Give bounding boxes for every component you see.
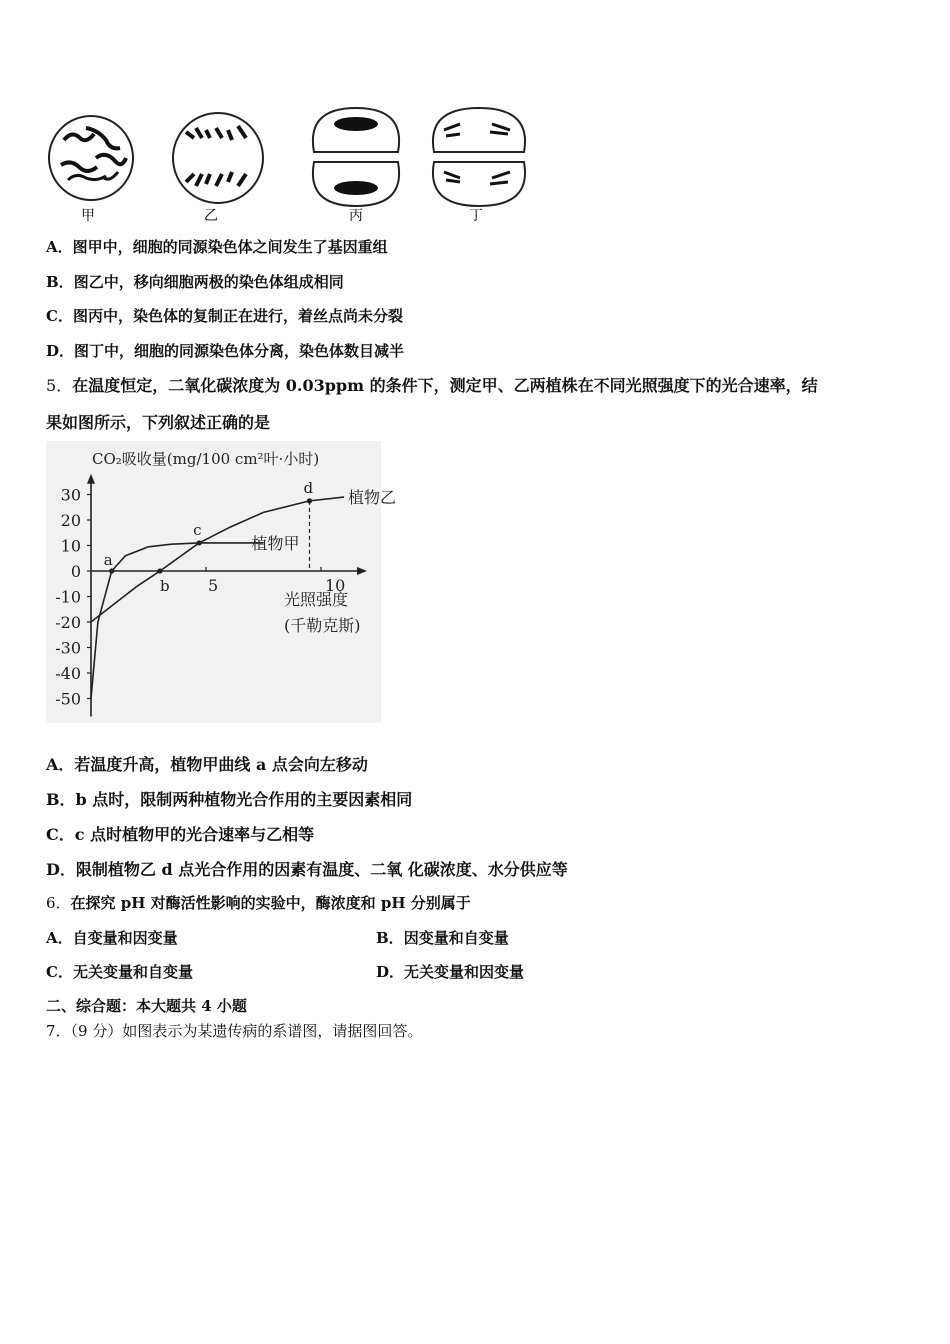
- cell-jia-diagram: [49, 116, 133, 200]
- cell-bing-diagram: [313, 108, 399, 206]
- x-tick-label: 10: [325, 576, 346, 595]
- chart-ylabel: CO₂吸收量(mg/100 cm²叶·小时): [92, 450, 320, 468]
- q5-option-b: [46, 787, 412, 810]
- cell-division-figure: [46, 100, 526, 228]
- y-axis-arrow: [87, 474, 95, 484]
- x-tick-label: 5: [208, 576, 219, 595]
- q5-option-a: [46, 752, 368, 775]
- q4-option-d: [46, 340, 404, 361]
- section-2-heading: 二、综合题：本大题共 4 小题: [46, 997, 247, 1015]
- series-label-plant-jia: 植物甲: [251, 533, 300, 553]
- point-label-a: a: [103, 551, 113, 569]
- point-c: [197, 540, 202, 545]
- option-letter: B．: [46, 790, 76, 809]
- option-text: 因变量和自变量: [403, 929, 509, 947]
- q6-stem: [46, 892, 471, 913]
- chart-xlabel-line1: 光照强度: [284, 590, 349, 609]
- option-text: 若温度升高，植物甲曲线 a 点会向左移动: [74, 755, 368, 774]
- series-line-plant-jia: [91, 543, 264, 699]
- q5-option-c: [46, 822, 314, 845]
- q6-option-c: [46, 961, 193, 982]
- q5-stem-line2: 果如图所示，下列叙述正确的是: [46, 413, 271, 432]
- cell-ding-diagram: [433, 108, 525, 206]
- question-number: 6．: [46, 894, 71, 912]
- point-b: [157, 568, 162, 573]
- option-text: 图丙中，染色体的复制正在进行，着丝点尚未分裂: [72, 307, 403, 325]
- cell-yi-diagram: [173, 113, 263, 203]
- option-text: 限制植物乙 d 点光合作用的因素有温度、二氧 化碳浓度、水分供应等: [75, 860, 568, 879]
- cell-label-bing: 丙: [349, 208, 363, 224]
- option-text: 图丁中，细胞的同源染色体分离，染色体数目减半: [74, 342, 405, 360]
- q4-option-b: [46, 271, 344, 292]
- option-text: 无关变量和因变量: [404, 963, 525, 981]
- option-letter: D．: [46, 860, 76, 879]
- option-letter: D．: [376, 963, 405, 981]
- series-label-plant-yi: 植物乙: [348, 488, 397, 508]
- point-label-d: d: [303, 478, 314, 497]
- point-label-c: c: [193, 520, 202, 539]
- option-letter: B．: [46, 273, 74, 291]
- y-tick-label: -20: [55, 613, 81, 632]
- point-d: [307, 498, 312, 503]
- option-text: 图甲中，细胞的同源染色体之间发生了基因重组: [72, 238, 388, 256]
- option-letter: C．: [46, 963, 73, 981]
- option-letter: A．: [46, 755, 75, 774]
- question-number: 7．: [46, 1022, 71, 1040]
- option-letter: A．: [46, 238, 73, 256]
- q6-option-a: [46, 927, 178, 948]
- option-letter: B．: [376, 929, 404, 947]
- q7-stem-text: （9 分）如图表示为某遗传病的系谱图，请据图回答。: [70, 1022, 423, 1040]
- photosynthesis-chart: [46, 441, 397, 723]
- y-tick-label: -40: [55, 664, 81, 683]
- y-tick-label: -10: [55, 587, 81, 607]
- q5-stem-line1: [46, 373, 818, 396]
- q6-stem-text: 在探究 pH 对酶活性影响的实验中，酶浓度和 pH 分别属于: [70, 894, 471, 912]
- y-tick-label: 20: [60, 511, 81, 530]
- option-letter: A．: [46, 929, 73, 947]
- option-text: b 点时，限制两种植物光合作用的主要因素相同: [75, 790, 413, 809]
- option-text: 自变量和因变量: [72, 929, 178, 947]
- option-text: 图乙中，移向细胞两极的染色体组成相同: [73, 273, 344, 291]
- x-axis-arrow: [357, 567, 367, 575]
- q5-stem-text: 在温度恒定，二氧化碳浓度为 0.03ppm 的条件下，测定甲、乙两植株在不同光照强度下的光合速率，结: [72, 376, 818, 395]
- point-label-b: b: [160, 577, 170, 595]
- option-letter: C．: [46, 825, 75, 844]
- q4-option-a: [46, 236, 388, 257]
- q4-option-c: [46, 305, 403, 326]
- cell-label-yi: 乙: [204, 208, 218, 224]
- cell-label-jia: 甲: [81, 208, 95, 224]
- y-tick-label: -30: [55, 638, 81, 658]
- option-letter: D．: [46, 342, 75, 360]
- q5-option-d: [46, 857, 568, 880]
- y-tick-label: 0: [70, 562, 81, 581]
- question-number: 5．: [46, 376, 73, 395]
- y-tick-label: 10: [60, 536, 81, 556]
- cell-label-ding: 丁: [469, 208, 483, 224]
- option-text: 无关变量和自变量: [72, 963, 193, 981]
- point-a: [109, 568, 114, 573]
- option-letter: C．: [46, 307, 73, 325]
- option-text: c 点时植物甲的光合速率与乙相等: [74, 825, 315, 844]
- q7-stem: [46, 1020, 422, 1041]
- chart-xlabel-line2: (千勒克斯): [284, 616, 361, 635]
- q6-option-b: [376, 927, 509, 948]
- q6-option-d: [376, 961, 524, 982]
- y-tick-label: 30: [60, 485, 81, 505]
- chart-svg: [46, 441, 397, 723]
- y-tick-label: -50: [55, 689, 81, 709]
